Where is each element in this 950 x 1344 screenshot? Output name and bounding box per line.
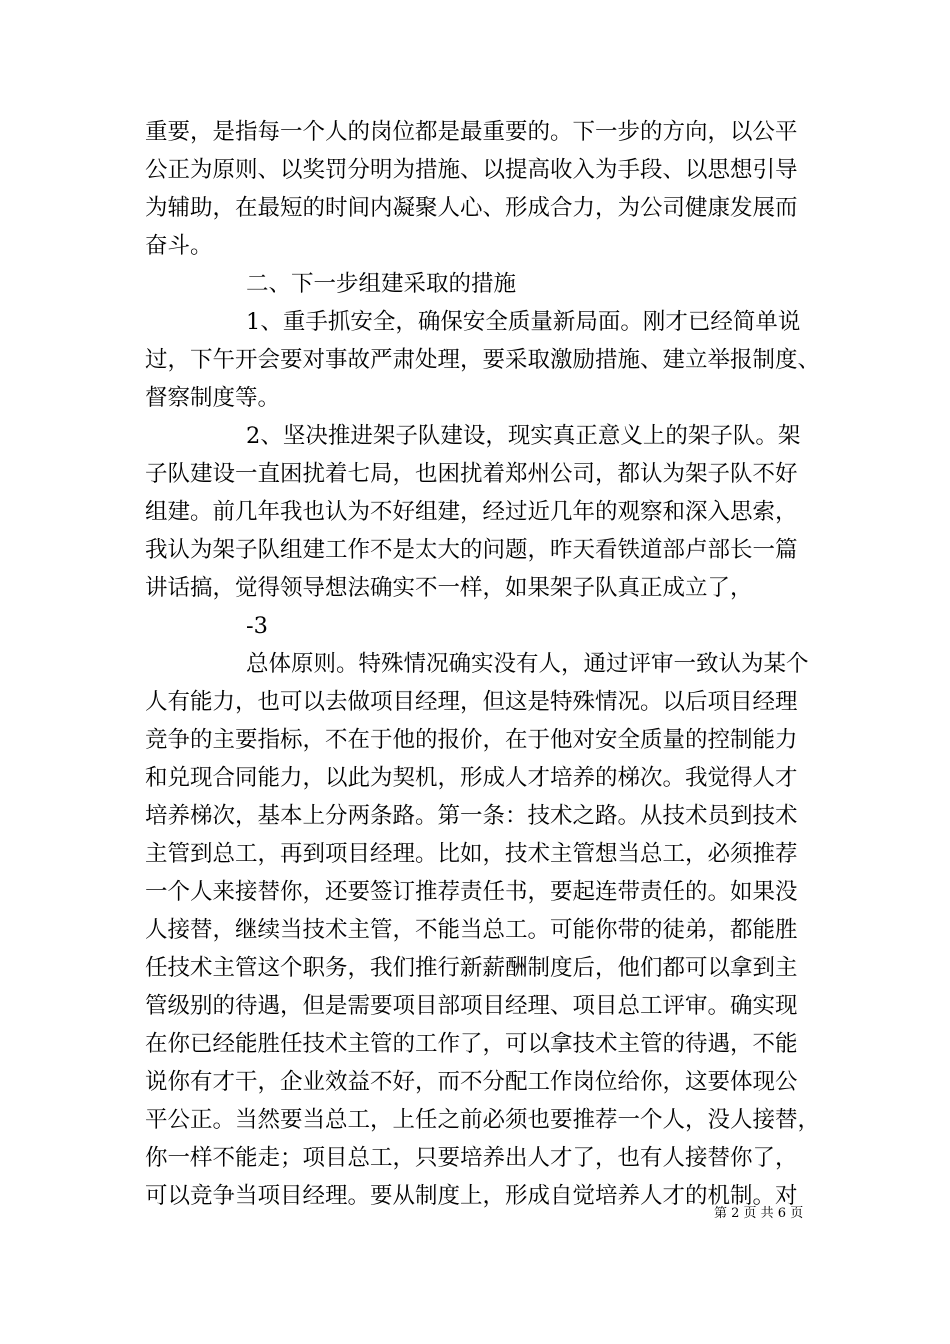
- text-line: 2、坚决推进架子队建设，现实真正意义上的架子队。架: [246, 423, 801, 449]
- text-line: 子队建设一直困扰着七局，也困扰着郑州公司，都认为架子队不好: [145, 461, 798, 487]
- text-line: 可以竞争当项目经理。要从制度上，形成自觉培养人才的机制。对: [145, 1183, 798, 1209]
- text-line: 一个人来接替你，还要签订推荐责任书，要起连带责任的。如果没: [145, 879, 798, 905]
- section-heading: 二、下一步组建采取的措施: [246, 271, 517, 297]
- text-line: 1、重手抓安全，确保安全质量新局面。刚才已经简单说: [246, 309, 801, 335]
- text-line: 我认为架子队组建工作不是太大的问题，昨天看铁道部卢部长一篇: [145, 537, 798, 563]
- text-line: 督察制度等。: [145, 385, 281, 411]
- text-line: 和兑现合同能力，以此为契机，形成人才培养的梯次。我觉得人才: [145, 765, 798, 791]
- text-line: 人接替，继续当技术主管，不能当总工。可能你带的徒弟，都能胜: [145, 917, 798, 943]
- text-line: 组建。前几年我也认为不好组建，经过近几年的观察和深入思索，: [145, 499, 798, 525]
- text-line: 管级别的待遇，但是需要项目部项目经理、项目总工评审。确实现: [145, 993, 798, 1019]
- page-footer: 第 2 页 共 6 页: [714, 1206, 804, 1221]
- text-line: 培养梯次，基本上分两条路。第一条：技术之路。从技术员到技术: [145, 803, 798, 829]
- text-line: 为辅助，在最短的时间内凝聚人心、形成合力，为公司健康发展而: [145, 195, 798, 221]
- text-line: 你一样不能走；项目总工，只要培养出人才了，也有人接替你了，: [145, 1145, 798, 1171]
- text-line: 在你已经能胜任技术主管的工作了，可以拿技术主管的待遇，不能: [145, 1031, 798, 1057]
- text-line: 奋斗。: [145, 233, 213, 259]
- text-line: 总体原则。特殊情况确实没有人，通过评审一致认为某个: [246, 651, 809, 677]
- text-line: 公正为原则、以奖罚分明为措施、以提高收入为手段、以思想引导: [145, 157, 798, 183]
- text-line: 人有能力，也可以去做项目经理，但这是特殊情况。以后项目经理: [145, 689, 798, 715]
- text-line: 主管到总工，再到项目经理。比如，技术主管想当总工，必须推荐: [145, 841, 798, 867]
- text-line: 讲话搞，觉得领导想法确实不一样，如果架子队真正成立了，: [145, 575, 753, 601]
- text-line: 平公正。当然要当总工，上任之前必须也要推荐一个人，没人接替，: [145, 1107, 821, 1133]
- text-line: 竞争的主要指标，不在于他的报价，在于他对安全质量的控制能力: [145, 727, 798, 753]
- text-line: 过，下午开会要对事故严肃处理，要采取激励措施、建立举报制度、: [145, 347, 821, 373]
- text-line: 任技术主管这个职务，我们推行新薪酬制度后，他们都可以拿到主: [145, 955, 798, 981]
- text-line: 重要，是指每一个人的岗位都是最重要的。下一步的方向，以公平: [145, 119, 798, 145]
- text-line: 说你有才干，企业效益不好，而不分配工作岗位给你，这要体现公: [145, 1069, 798, 1095]
- page-marker: -3: [246, 613, 268, 639]
